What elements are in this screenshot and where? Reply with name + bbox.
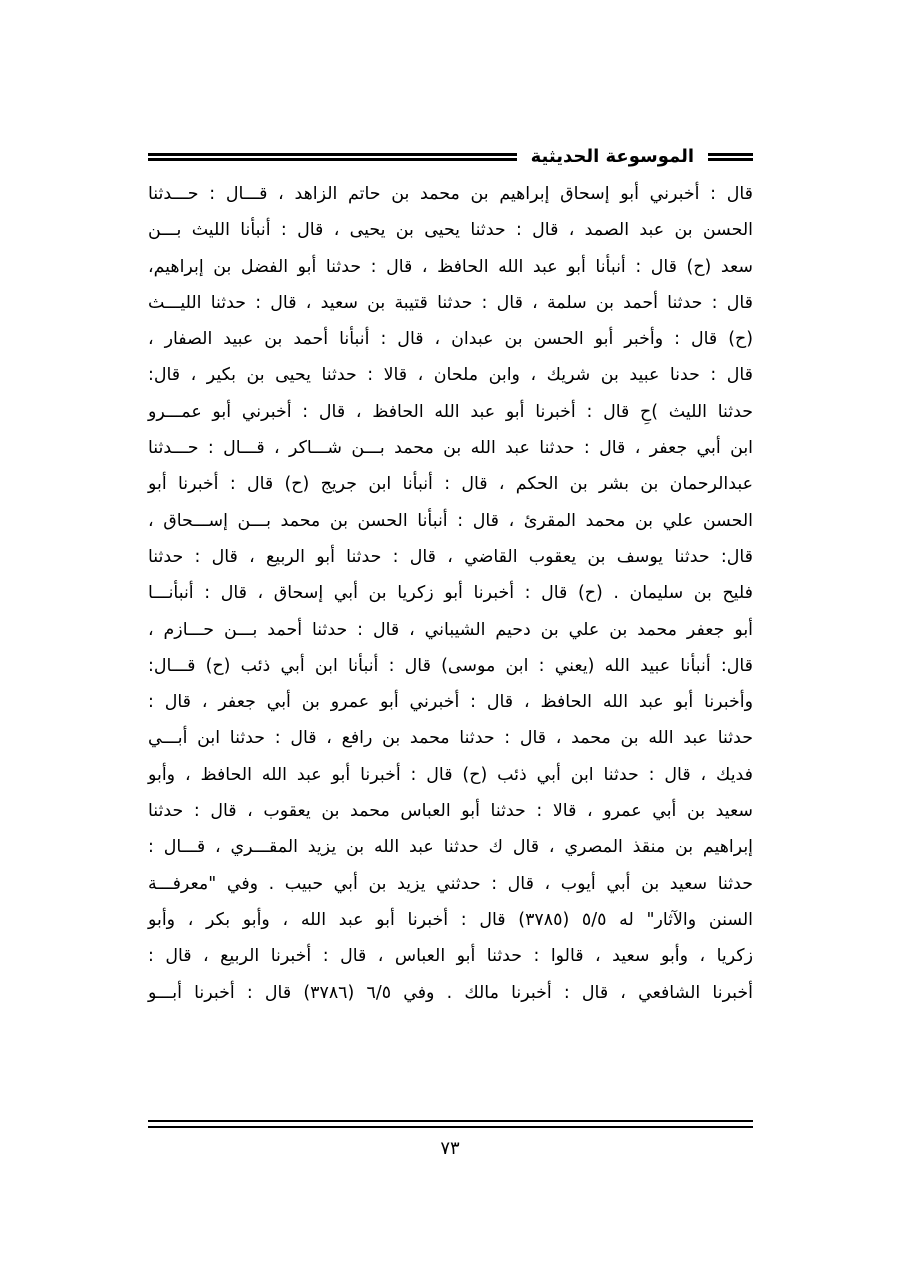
text-line: وأخبرنا أبو عبد الله الحافظ ، قال : أخبرني أبو عمرو بن أبي جعفر ، قال : xyxy=(148,692,753,713)
text-line: قال : حدثنا أحمد بن سلمة ، قال : حدثنا قتيبة بن سعيد ، قال : حدثنا الليـــث xyxy=(148,292,753,313)
text-line: أخبرنا الشافعي ، قال : أخبرنا مالك . وفي ٦/٥ (٣٧٨٦) قال : أخبرنا أبـــو xyxy=(148,982,753,1003)
text-line: قال: أنبأنا عبيد الله (يعني : ابن موسى) قال : أنبأنا ابن أبي ذئب (ح) قـــال: xyxy=(148,655,753,676)
text-line: الحسن علي بن محمد المقرئ ، قال : أنبأنا الحسن بن محمد بـــن إســـحاق ، xyxy=(148,510,753,531)
text-line: قال : حدنا عبيد بن شريك ، وابن ملحان ، قالا : حدثنا يحيى بن بكير ، قال: xyxy=(148,365,753,386)
text-line: أبو جعفر محمد بن علي بن دحيم الشيباني ، قال : حدثنا أحمد بـــن حـــازم ، xyxy=(148,619,753,640)
text-line: عبدالرحمان بن بشر بن الحكم ، قال : أنبأنا ابن جريج (ح) قال : أخبرنا أبو xyxy=(148,474,753,495)
text-line: حدثنا سعيد بن أبي أيوب ، قال : حدثني يزيد بن أبي حبيب . وفي "معرفـــة xyxy=(148,873,753,894)
text-line: سعيد بن أبي عمرو ، قالا : حدثنا أبو العباس محمد بن يعقوب ، قال : حدثنا xyxy=(148,801,753,822)
text-line: فديك ، قال : حدثنا ابن أبي ذئب (ح) قال : أخبرنا أبو عبد الله الحافظ ، وأبو xyxy=(148,764,753,785)
page-header xyxy=(148,142,753,172)
text-line: (ح) قال : وأخبر أبو الحسن بن عبدان ، قال : أنبأنا أحمد بن عبيد الصفار ، xyxy=(148,329,753,350)
text-line: سعد (ح) قال : أنبأنا أبو عبد الله الحافظ ، قال : حدثنا أبو الفضل بن إبراهيم، xyxy=(148,256,753,277)
header-rule-left xyxy=(148,153,517,161)
page-number: ٧٣ xyxy=(440,1138,460,1159)
text-line: ابن أبي جعفر ، قال : حدثنا عبد الله بن محمد بـــن شـــاكر ، قـــال : حـــدثنا xyxy=(148,438,753,459)
header-rule-right xyxy=(708,153,753,161)
footer-rule-top xyxy=(148,1120,753,1122)
header-title: الموسوعة الحديثية xyxy=(530,146,694,167)
text-line: قال: حدثنا يوسف بن يعقوب القاضي ، قال : حدثنا أبو الربيع ، قال : حدثنا xyxy=(148,546,753,567)
text-line: زكريا ، وأبو سعيد ، قالوا : حدثنا أبو العباس ، قال : أخبرنا الربيع ، قال : xyxy=(148,946,753,967)
text-line: فليح بن سليمان . (ح) قال : أخبرنا أبو زكريا بن أبي إسحاق ، قال : أنبأنـــا xyxy=(148,583,753,604)
text-line: السنن والآثار" له ٥/٥ (٣٧٨٥) قال : أخبرنا أبو عبد الله ، وأبو بكر ، وأبو xyxy=(148,909,753,930)
text-line: حدثنا الليث )حِ قال : أخبرنا أبو عبد الله الحافظ ، قال : أخبرني أبو عمـــرو xyxy=(148,401,753,422)
text-line: قال : أخبرني أبو إسحاق إبراهيم بن محمد بن حاتم الزاهد ، قـــال : حـــدثنا xyxy=(148,184,753,204)
text-line: إبراهيم بن منقذ المصري ، قال ك حدثنا عبد الله بن يزيد المقـــري ، قـــال : xyxy=(148,837,753,858)
text-line: الحسن بن عبد الصمد ، قال : حدثنا يحيى بن يحيى ، قال : أنبأنا الليث بـــن xyxy=(148,220,753,241)
body-text xyxy=(148,176,753,1116)
text-line: حدثنا عبد الله بن محمد ، قال : حدثنا محمد بن رافع ، قال : حدثنا ابن أبـــي xyxy=(148,728,753,749)
footer-rule-bottom xyxy=(148,1126,753,1128)
